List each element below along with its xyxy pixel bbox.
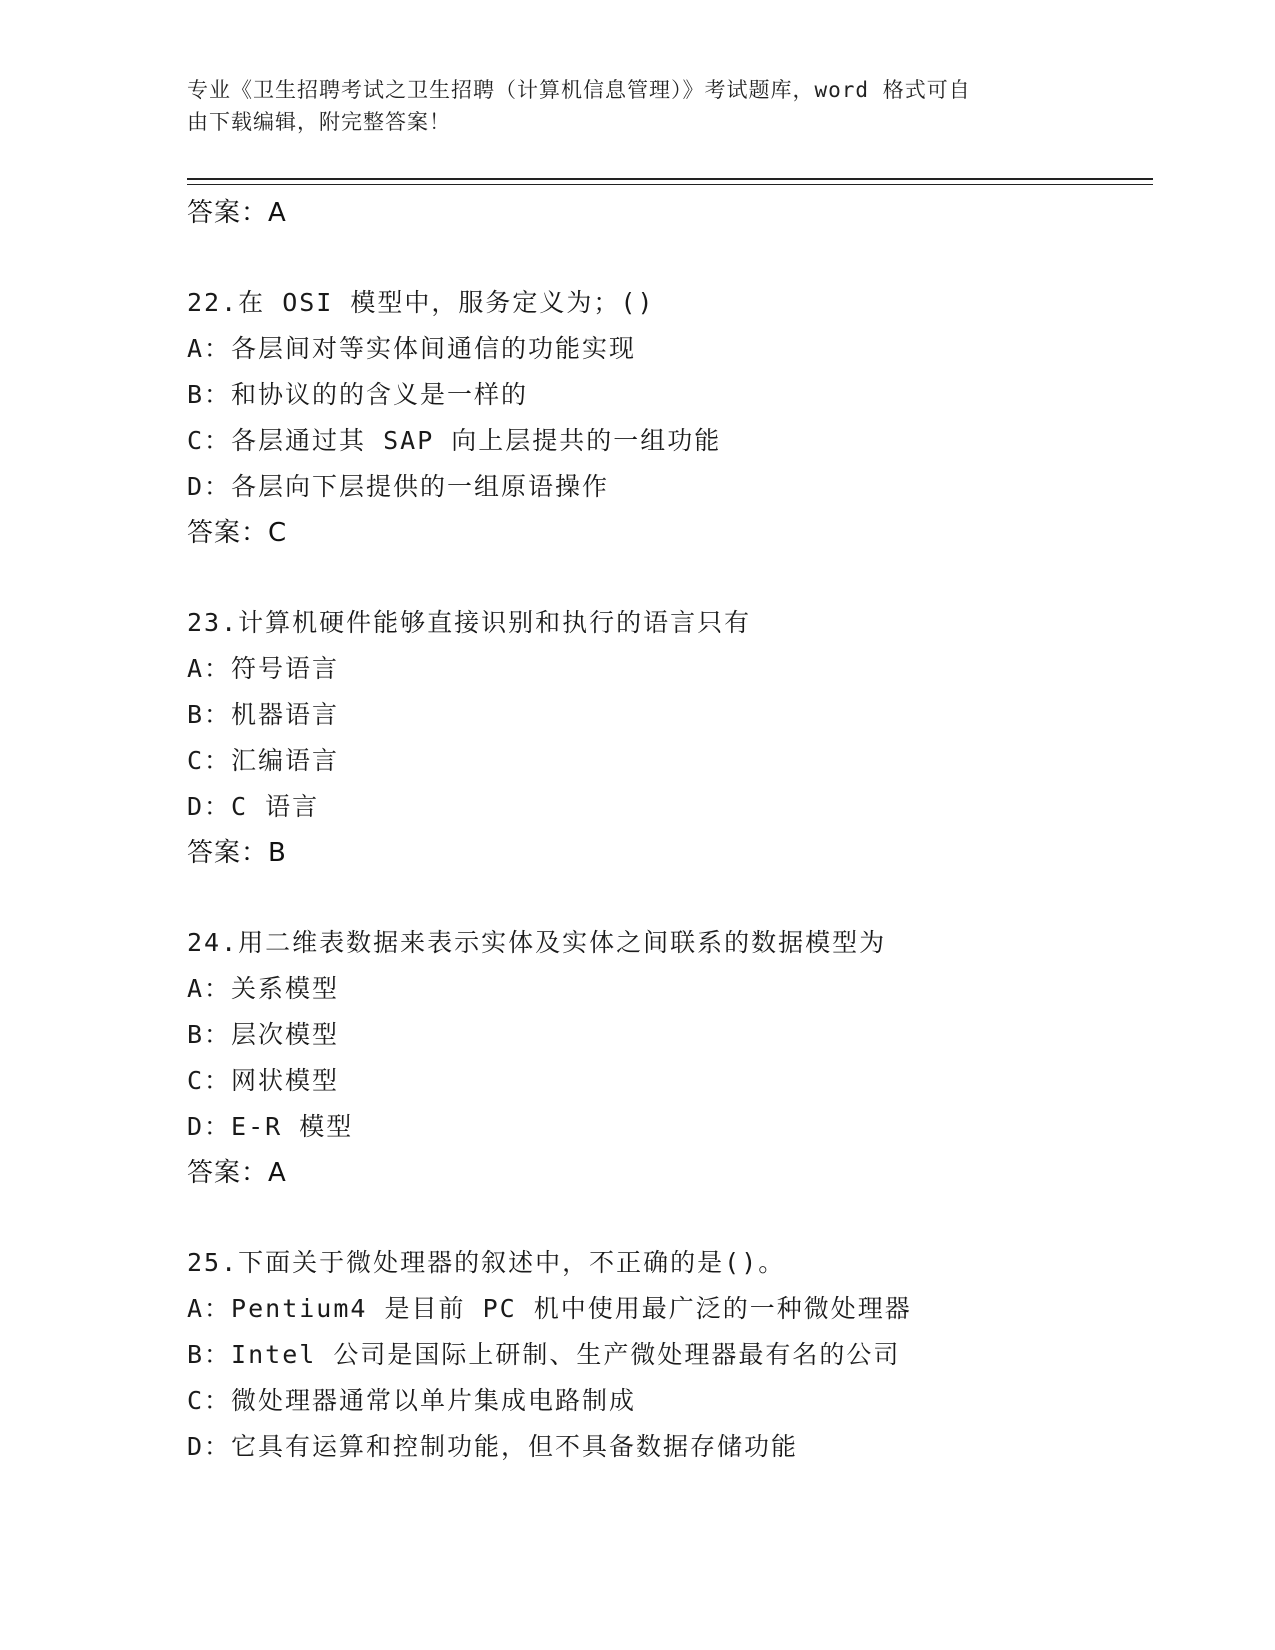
header-line-1: 专业《卫生招聘考试之卫生招聘（计算机信息管理）》考试题库，word 格式可自 [187,78,971,102]
question-stem: 24.用二维表数据来表示实体及实体之间联系的数据模型为 [187,928,887,957]
option-d: D：E-R 模型 [187,1112,354,1141]
previous-answer: 答案：A [187,198,287,228]
document-header [187,74,1087,138]
option-c: C：网状模型 [187,1066,340,1095]
spacer [187,556,1187,600]
spacer [187,876,1187,920]
option-d: D：各层向下层提供的一组原语操作 [187,472,610,501]
option-c: C：各层通过其 SAP 向上层提共的一组功能 [187,426,722,455]
question-list [187,190,1187,1470]
option-c: C：汇编语言 [187,746,340,775]
header-divider-thick [187,178,1153,180]
answer: 答案：C [187,518,288,548]
question-23 [187,600,1187,876]
option-b: B：机器语言 [187,700,340,729]
question-22 [187,280,1187,556]
question-stem: 22.在 OSI 模型中，服务定义为；() [187,288,655,317]
question-stem: 25.下面关于微处理器的叙述中，不正确的是()。 [187,1248,786,1277]
option-c: C：微处理器通常以单片集成电路制成 [187,1386,637,1415]
option-d: D：它具有运算和控制功能，但不具备数据存储功能 [187,1432,799,1461]
option-a: A：符号语言 [187,654,340,683]
option-a: A：关系模型 [187,974,340,1003]
question-25 [187,1240,1187,1470]
option-a: A：各层间对等实体间通信的功能实现 [187,334,637,363]
header-divider-thin [187,184,1153,185]
option-b: B：层次模型 [187,1020,340,1049]
option-b: B：Intel 公司是国际上研制、生产微处理器最有名的公司 [187,1340,901,1369]
option-d: D：C 语言 [187,792,320,821]
question-stem: 23.计算机硬件能够直接识别和执行的语言只有 [187,608,752,637]
spacer [187,236,1187,280]
option-a: A：Pentium4 是目前 PC 机中使用最广泛的一种微处理器 [187,1294,912,1323]
option-b: B：和协议的的含义是一样的 [187,380,529,409]
spacer [187,1196,1187,1240]
question-24 [187,920,1187,1196]
answer: 答案：B [187,838,287,868]
header-line-2: 由下载编辑，附完整答案！ [187,110,451,134]
answer: 答案：A [187,1158,287,1188]
